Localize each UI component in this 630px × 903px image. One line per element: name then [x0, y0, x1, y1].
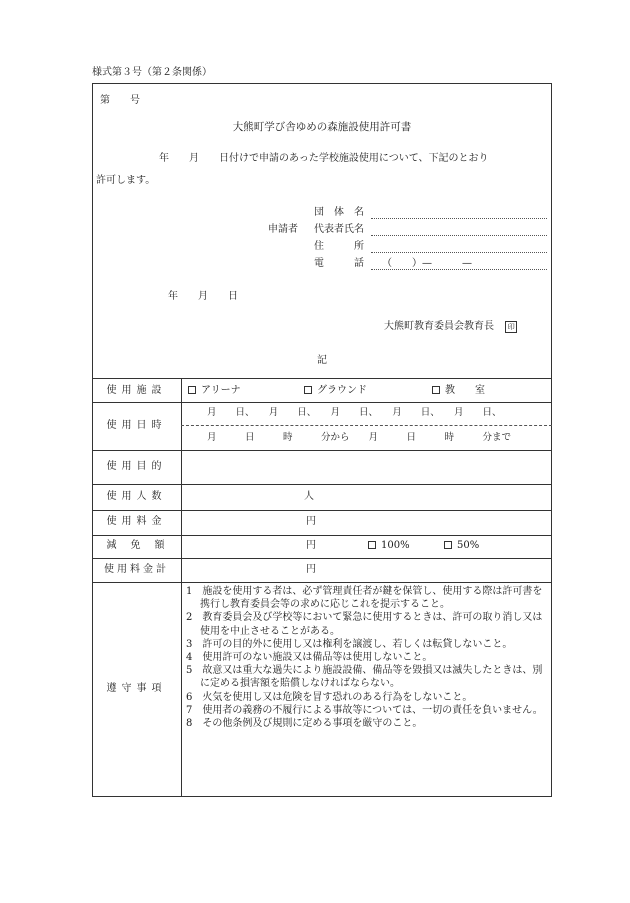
total-label: 使用料金計 [104, 564, 169, 575]
address-label: 住 所 [314, 241, 364, 252]
issue-date: 年 月 日 [168, 291, 238, 302]
applicant-label: 申請者 [268, 224, 298, 235]
facility-label: 使用施設 [106, 385, 167, 396]
datetime-dashed-divider [181, 425, 552, 426]
facility-option-arena[interactable]: アリーナ [188, 385, 241, 397]
rule-item: 2 教育委員会及び学校等において緊急に使用するときは、許可の取り消し又は使用を中止させることがある。 [186, 612, 543, 637]
address-field[interactable] [371, 252, 547, 253]
people-unit: 人 [304, 491, 314, 502]
checkbox-icon [444, 541, 452, 549]
label-column-divider [181, 378, 182, 797]
purpose-field[interactable] [186, 452, 546, 482]
rule-item: 8 その他条例及び規則に定める事項を厳守のこと。 [186, 718, 423, 730]
checkbox-icon [432, 386, 440, 394]
people-label: 使用人数 [106, 491, 167, 502]
rule-item: 1 施設を使用する者は、必ず管理責任者が鍵を保管し、使用する際は許可書を携行し教育委員会等の求めに応じこれを提示すること。 [186, 586, 543, 611]
rule-item: 5 故意又は重大な過失により施設設備、備品等を毀損又は滅失したときは、別に定める損害額を賠償しなければならない。 [186, 665, 543, 690]
seal-mark: 印 [505, 321, 517, 333]
reduction-option-100[interactable]: 100% [368, 540, 410, 552]
total-unit: 円 [306, 564, 316, 575]
facility-option-classroom[interactable]: 教 室 [432, 385, 485, 397]
datetime-dates[interactable]: 月 日、 月 日、 月 日、 月 日、 月 日、 [207, 407, 502, 418]
table-top-line [92, 378, 552, 379]
issue-number: 第 号 [100, 95, 140, 106]
rule-item: 4 使用許可のない施設又は備品等は使用しないこと。 [186, 652, 433, 664]
issuer [384, 321, 517, 333]
phone-field[interactable] [371, 269, 547, 270]
rule-item: 7 使用者の義務の不履行による事故等については、一切の責任を負いません。 [186, 704, 543, 716]
fee-unit: 円 [306, 516, 316, 527]
reduction-unit: 円 [306, 540, 316, 551]
ki-heading: 記 [317, 355, 327, 366]
row-divider [92, 558, 552, 559]
checkbox-icon [304, 386, 312, 394]
reduction-label: 減 免 額 [106, 540, 167, 551]
reduction-option-50[interactable]: 50% [444, 540, 479, 552]
page-title: 大熊町学び舎ゆめの森施設使用許可書 [232, 121, 412, 133]
issuer-name: 大熊町教育委員会教育長 [384, 321, 494, 332]
representative-label: 代表者氏名 [314, 224, 364, 235]
rule-item: 6 火気を使用し又は危険を冒す恐れのある行為をしないこと。 [186, 691, 473, 703]
form-number: 様式第３号（第２条関係） [92, 67, 212, 78]
checkbox-icon [188, 386, 196, 394]
row-divider [92, 402, 552, 403]
datetime-times[interactable]: 月 日 時 分から 月 日 時 分まで [207, 432, 512, 443]
row-divider [92, 484, 552, 485]
intro-line-1: 年 月 日付けで申請のあった学校施設使用について、下記のとおり [159, 153, 489, 164]
row-divider [92, 450, 552, 451]
row-divider [92, 510, 552, 511]
checkbox-icon [368, 541, 376, 549]
datetime-label: 使用日時 [106, 420, 167, 431]
row-divider [92, 582, 552, 583]
fee-label: 使用料金 [106, 516, 167, 527]
group-name-label: 団 体 名 [314, 207, 364, 218]
rules-list [186, 585, 548, 730]
phone-label: 電 話 [314, 258, 364, 269]
facility-option-ground[interactable]: グラウンド [304, 385, 367, 397]
purpose-label: 使用目的 [106, 461, 167, 472]
intro-line-2: 許可します。 [96, 175, 156, 186]
rules-label: 遵守事項 [106, 683, 167, 694]
row-divider [92, 535, 552, 536]
group-name-field[interactable] [371, 218, 547, 219]
phone-format: （ ）— — [382, 258, 472, 269]
representative-field[interactable] [371, 235, 547, 236]
rule-item: 3 許可の目的外に使用し又は権利を譲渡し、若しくは転貸しないこと。 [186, 638, 513, 650]
